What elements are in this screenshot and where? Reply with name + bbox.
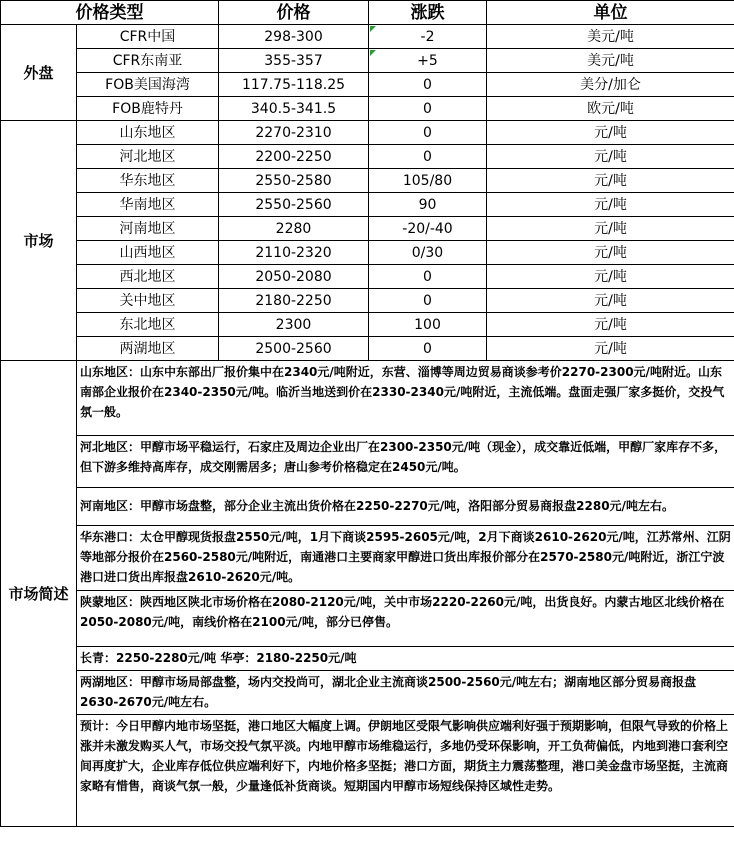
summary-note-east-port: 华东港口：太仓甲醇现货报盘2550元/吨，1月下商谈2595-2605元/吨，2月下商谈2610-2620元/吨，江苏常州、江阴等地部分报价在2560-2580元/吨附近，南通港口主要商家甲醇进口货出库报价部分在2570-2580元/吨附近，浙江宁波港口进口货出库报盘2610-2620元/吨。	[77, 526, 734, 591]
price-cell: 2500-2560	[219, 337, 369, 361]
outer-category-label: 外盘	[1, 25, 77, 121]
region-cell: CFR中国	[77, 25, 219, 49]
summary-note-shandong: 山东地区：山东中东部出厂报价集中在2340元/吨附近，东营、淄博等周边贸易商谈参考价2270-2300元/吨附近。山东南部企业报价在2340-2350元/吨。临沂当地送到价在2330-2340元/吨附近，主流低端。盘面走强厂家多挺价，交投气氛一般。	[77, 361, 734, 436]
summary-row	[1, 526, 734, 591]
price-cell: 340.5-341.5	[219, 97, 369, 121]
table-row	[1, 49, 734, 73]
summary-row	[1, 591, 734, 647]
summary-row	[1, 647, 734, 671]
region-cell: 河北地区	[77, 145, 219, 169]
region-cell: 两湖地区	[77, 337, 219, 361]
unit-cell: 元/吨	[487, 337, 734, 361]
unit-cell: 欧元/吨	[487, 97, 734, 121]
change-cell: 105/80	[369, 169, 487, 193]
change-cell: 0	[369, 145, 487, 169]
change-cell	[369, 49, 487, 73]
summary-note-henan: 河南地区：甲醇市场盘整，部分企业主流出货价格在2250-2270元/吨，洛阳部分贸易商报盘2280元/吨左右。	[77, 488, 734, 526]
change-cell: 90	[369, 193, 487, 217]
unit-cell: 元/吨	[487, 217, 734, 241]
change-cell: 0	[369, 121, 487, 145]
change-cell: 0	[369, 289, 487, 313]
price-cell: 2110-2320	[219, 241, 369, 265]
change-cell: 0	[369, 265, 487, 289]
unit-cell: 元/吨	[487, 169, 734, 193]
unit-cell: 元/吨	[487, 193, 734, 217]
price-cell: 2200-2250	[219, 145, 369, 169]
price-cell: 117.75-118.25	[219, 73, 369, 97]
header-row	[1, 1, 734, 25]
table-row	[1, 193, 734, 217]
unit-cell: 元/吨	[487, 313, 734, 337]
summary-note-shaanxi-mongolia: 陕蒙地区：陕西地区陕北市场价格在2080-2120元/吨，关中市场2220-2260元/吨，出货良好。内蒙古地区北线价格在2050-2080元/吨，南线价格在2100元/吨，部分已停售。	[77, 591, 734, 647]
region-cell: 山东地区	[77, 121, 219, 145]
price-cell: 2180-2250	[219, 289, 369, 313]
header-price: 价格	[219, 1, 369, 25]
region-cell: FOB鹿特丹	[77, 97, 219, 121]
summary-row	[1, 361, 734, 436]
market-category-label: 市场	[1, 121, 77, 361]
table-row	[1, 25, 734, 49]
unit-cell: 美元/吨	[487, 49, 734, 73]
price-cell: 2300	[219, 313, 369, 337]
change-cell: 0	[369, 337, 487, 361]
price-cell: 2280	[219, 217, 369, 241]
region-cell: FOB美国海湾	[77, 73, 219, 97]
table-row	[1, 265, 734, 289]
header-type: 价格类型	[1, 1, 219, 25]
summary-category-label: 市场简述	[1, 361, 77, 827]
comment-marker-icon	[370, 50, 376, 56]
summary-row	[1, 715, 734, 827]
region-cell: 华东地区	[77, 169, 219, 193]
table-row	[1, 73, 734, 97]
region-cell: 华南地区	[77, 193, 219, 217]
region-cell: CFR东南亚	[77, 49, 219, 73]
table-row	[1, 145, 734, 169]
unit-cell: 元/吨	[487, 121, 734, 145]
price-cell: 2550-2560	[219, 193, 369, 217]
change-cell: 100	[369, 313, 487, 337]
header-change: 涨跌	[369, 1, 487, 25]
change-value: +5	[417, 52, 438, 69]
table-row	[1, 241, 734, 265]
price-cell: 2050-2080	[219, 265, 369, 289]
region-cell: 河南地区	[77, 217, 219, 241]
change-cell: -20/-40	[369, 217, 487, 241]
price-cell: 2270-2310	[219, 121, 369, 145]
region-cell: 山西地区	[77, 241, 219, 265]
summary-note-forecast: 预计：今日甲醇内地市场坚挺，港口地区大幅度上调。伊朗地区受限气影响供应端利好强于预期影响，但限气导致的价格上涨并未激发购买人气，市场交投气氛平淡。内地甲醇市场维稳运行，多地仍受环保影响，开工负荷偏低，内地到港口套利空间再度扩大，企业库存低位供应端利好下，内地价格多坚挺；港口方面，期货主力震荡整理，港口美金盘市场坚挺，主流商家略有惜售，商谈气氛一般，少量逢低补货商谈。短期国内甲醇市场短线保持区域性走势。	[77, 715, 734, 827]
table-row	[1, 97, 734, 121]
header-unit: 单位	[487, 1, 734, 25]
table-row	[1, 121, 734, 145]
summary-row	[1, 436, 734, 488]
table-row	[1, 217, 734, 241]
price-cell: 2550-2580	[219, 169, 369, 193]
change-value: -2	[420, 28, 435, 45]
change-cell: 0	[369, 97, 487, 121]
unit-cell: 美元/吨	[487, 25, 734, 49]
summary-row	[1, 671, 734, 715]
region-cell: 西北地区	[77, 265, 219, 289]
price-cell: 355-357	[219, 49, 369, 73]
summary-note-changqing-huating: 长青：2250-2280元/吨 华亭：2180-2250元/吨	[77, 647, 734, 671]
region-cell: 关中地区	[77, 289, 219, 313]
table-row	[1, 313, 734, 337]
change-cell: 0	[369, 73, 487, 97]
unit-cell: 元/吨	[487, 265, 734, 289]
price-cell: 298-300	[219, 25, 369, 49]
comment-marker-icon	[370, 26, 376, 32]
change-cell: 0/30	[369, 241, 487, 265]
region-cell: 东北地区	[77, 313, 219, 337]
unit-cell: 元/吨	[487, 145, 734, 169]
unit-cell: 元/吨	[487, 289, 734, 313]
table-row	[1, 337, 734, 361]
summary-row	[1, 488, 734, 526]
change-cell	[369, 25, 487, 49]
unit-cell: 元/吨	[487, 241, 734, 265]
summary-note-lianghu: 两湖地区：甲醇市场局部盘整，场内交投尚可，湖北企业主流商谈2500-2560元/吨左右；湖南地区部分贸易商报盘2630-2670元/吨左右。	[77, 671, 734, 715]
unit-cell: 美分/加仑	[487, 73, 734, 97]
summary-note-hebei: 河北地区：甲醇市场平稳运行，石家庄及周边企业出厂在2300-2350元/吨（现金），成交靠近低端，甲醇厂家库存不多，但下游多维持高库存，成交刚需居多；唐山参考价格稳定在2450元/吨。	[77, 436, 734, 488]
table-row	[1, 169, 734, 193]
table-row	[1, 289, 734, 313]
